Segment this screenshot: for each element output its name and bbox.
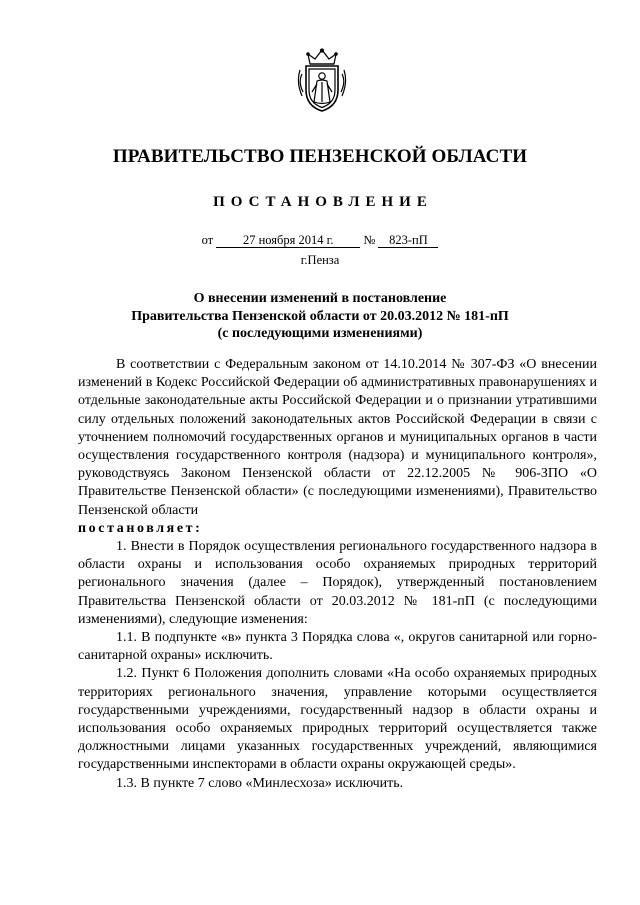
number-prefix: № [363,233,376,247]
heading-line-3: (с последующими изменениями) [217,326,423,341]
resolves-word [78,520,597,538]
document-number: 823-пП [378,234,438,248]
paragraph-1-1: 1.1. В подпункте «в» пункта 3 Порядка слова «, округов санитарной или горно-санитарной охраны» исключить. [78,630,597,664]
coat-of-arms-emblem [296,48,348,114]
preamble-paragraph: В соответствии с Федеральным законом от 14.10.2014 № 307-ФЗ «О внесении изменений в Кодекс Российской Федерации об административных правонарушениях и отдельные законодательные акты Российской Федерации и о признании утратившими силу отдельных положений законодательных актов Российской Федерации в связи с уточнением полномочий государственных органов и муниципальных органов в части осуществления государственного контроля (надзора) и муниципального контроля», руководствуясь Законом Пензенской области от 22.12.2005 № 906-ЗПО «О Правительстве Пензенской области» (с последующими изменениями), Правительство Пензенской области [78,357,597,518]
paragraph-1-3: 1.3. В пункте 7 слово «Минлесхоза» исключить. [116,775,404,791]
document-heading [0,290,640,343]
document-type: ПОСТАНОВЛЕНИЕ [213,194,433,210]
document-body [78,356,597,793]
resolves-label: постановляет: [78,520,203,536]
paragraph-1-2: 1.2. Пункт 6 Положения дополнить словами «На особо охраняемых природных территориях регионального значения, управление которыми осуществляется государственными учреждениями, государственный надзор в области охраны и использования особо охраняемых природных территорий осуществляется также должностными лицами указанных государственных учреждений, являющимися государственными инспекторами в области охраны окружающей среды». [78,666,597,773]
heading-line-1: О внесении изменений в постановление [193,291,447,306]
city: г.Пенза [300,253,340,267]
date-prefix: от [201,233,214,247]
organization-title: ПРАВИТЕЛЬСТВО ПЕНЗЕНСКОЙ ОБЛАСТИ [112,146,528,167]
date-number-line [0,233,640,248]
paragraph-1: 1. Внести в Порядок осуществления регионального государственного надзора в области охраны и использования особо охраняемых природных территорий регионального значения (далее – Порядок), утвержденный постановлением Правительства Пензенской области от 20.03.2012 № 181-пП (с последующими изменениями), следующие изменения: [78,539,597,627]
heading-line-2: Правительства Пензенской области от 20.03.2012 № 181-пП [131,308,509,324]
document-date: 27 ноября 2014 г. [216,234,360,248]
